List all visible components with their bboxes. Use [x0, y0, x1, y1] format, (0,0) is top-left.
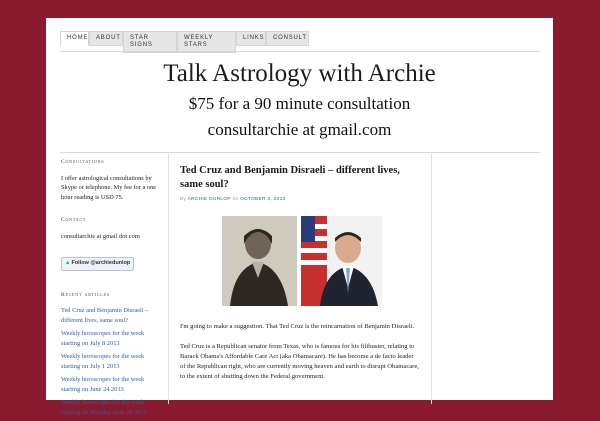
- post-paragraph: I'm going to make a suggestion. That Ted Cruz is the reincarnation of Benjamin Disraeli.: [180, 323, 415, 330]
- widget-title-consultations: Consultations: [61, 159, 105, 165]
- post-meta: [180, 197, 420, 202]
- page-container: [46, 18, 553, 416]
- nav-star-signs[interactable]: STAR SIGNS: [123, 31, 177, 53]
- recent-article-link[interactable]: Ted Cruz and Benjamin Disraeli – different lives, same soul?: [61, 307, 149, 324]
- recent-articles-list: [61, 306, 161, 417]
- header-divider: [60, 152, 540, 153]
- blog-post: [180, 164, 420, 380]
- consultations-text: I offer astrological consultations by Skype or telephone. My fee for a one hour reading is USD 75.: [61, 174, 157, 201]
- nav-links[interactable]: LINKS: [236, 31, 266, 46]
- nav-about[interactable]: ABOUT: [89, 31, 123, 46]
- site-tagline-email: consultarchie at gmail.com: [207, 120, 392, 139]
- post-paragraph: Ted Cruz is a Republican senator from Texas, who is famous for his filibuster, relating to Barack Obama's Affordable Care Act (aka Obamacare). He has become a de facto leader of the Republican right, who are currently moving heaven and earth to disrupt Obamacare, to the extent of shutting down the Federal government.: [180, 343, 419, 380]
- widget-title-contact: Contact: [61, 217, 87, 223]
- recent-article-link[interactable]: Weekly horoscopes for the week starting on July 1 2013: [61, 353, 145, 370]
- nav-consult[interactable]: CONSULT: [266, 31, 309, 46]
- post-image: [222, 216, 382, 306]
- recent-article-link[interactable]: Weekly horoscopes for the week starting on July 8 2013: [61, 330, 145, 347]
- nav-weekly-stars[interactable]: WEEKLY STARS: [177, 31, 236, 53]
- post-body: [180, 322, 420, 392]
- follow-button-label: Follow @archiedunlop: [71, 260, 131, 266]
- recent-article-link[interactable]: Weekly horoscopes for the week starting on June 24 2013: [61, 376, 145, 393]
- twitter-bird-icon: ▲: [65, 260, 71, 266]
- meta-on: on: [232, 197, 239, 202]
- post-title[interactable]: Ted Cruz and Benjamin Disraeli – different lives, same soul?: [180, 165, 400, 190]
- twitter-follow-button[interactable]: [61, 257, 134, 271]
- widget-title-recent: Recent articles: [61, 291, 110, 298]
- column-divider: [168, 154, 169, 404]
- recent-article-link[interactable]: Weekly horoscopes for the week starting on Monday June 24 2013: [61, 399, 147, 416]
- nav-home[interactable]: HOME: [60, 31, 89, 46]
- post-date-link[interactable]: OCTOBER 3, 2013: [240, 197, 286, 202]
- nav-divider: [60, 51, 540, 52]
- meta-by: By: [180, 197, 187, 202]
- sidebar: [61, 158, 161, 421]
- contact-text: consultarchie at gmail dot com: [61, 232, 140, 240]
- site-tagline-price: $75 for a 90 minute consultation: [188, 94, 411, 113]
- flag-stripe-white: [301, 260, 327, 265]
- column-divider: [431, 154, 432, 404]
- site-title[interactable]: Talk Astrology with Archie: [163, 60, 436, 87]
- post-author-link[interactable]: ARCHIE DUNLOP: [187, 197, 231, 202]
- flag-stripe-white: [301, 248, 327, 253]
- flag-canton: [301, 216, 315, 242]
